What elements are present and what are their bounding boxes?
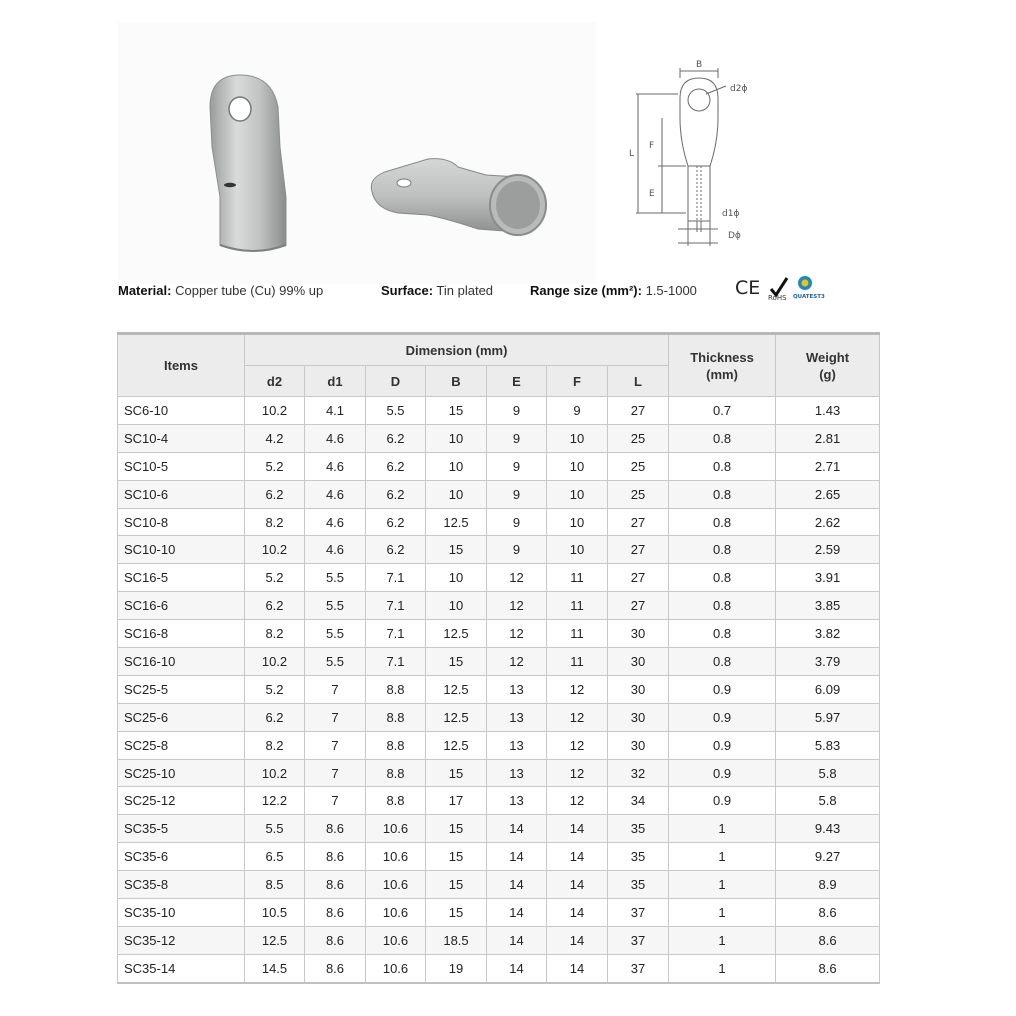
cell-d2: 14.5 — [245, 954, 305, 982]
cell-d1: 8.6 — [305, 899, 366, 927]
cell-d: 8.8 — [366, 703, 426, 731]
table-row — [118, 899, 880, 927]
cell-weight: 5.8 — [776, 787, 880, 815]
cell-thickness: 1 — [669, 815, 776, 843]
ce-mark-icon: CE — [735, 277, 761, 299]
cell-thickness: 1 — [669, 926, 776, 954]
cell-item: SC6-10 — [118, 397, 245, 425]
cell-d2: 6.2 — [245, 480, 305, 508]
cell-d2: 5.2 — [245, 452, 305, 480]
cell-item: SC16-10 — [118, 648, 245, 676]
cell-thickness: 1 — [669, 899, 776, 927]
cell-e: 13 — [487, 731, 547, 759]
cell-thickness: 0.9 — [669, 759, 776, 787]
material-label: Material: — [118, 283, 172, 298]
cell-d: 7.1 — [366, 592, 426, 620]
cell-weight: 2.59 — [776, 536, 880, 564]
cell-item: SC35-8 — [118, 871, 245, 899]
cell-b: 12.5 — [426, 731, 487, 759]
specification-table — [117, 332, 880, 984]
cell-weight: 1.43 — [776, 397, 880, 425]
cell-thickness: 0.7 — [669, 397, 776, 425]
cell-d: 8.8 — [366, 731, 426, 759]
cell-item: SC16-5 — [118, 564, 245, 592]
cell-l: 27 — [608, 536, 669, 564]
cell-d: 8.8 — [366, 675, 426, 703]
cell-d2: 8.5 — [245, 871, 305, 899]
cell-b: 19 — [426, 954, 487, 982]
cell-d2: 8.2 — [245, 620, 305, 648]
cell-weight: 5.8 — [776, 759, 880, 787]
cell-d2: 6.5 — [245, 843, 305, 871]
cell-weight: 3.79 — [776, 648, 880, 676]
cell-f: 10 — [547, 480, 608, 508]
cell-e: 13 — [487, 759, 547, 787]
col-header-d2: d2 — [245, 366, 305, 397]
cell-l: 27 — [608, 592, 669, 620]
cell-b: 15 — [426, 759, 487, 787]
cell-e: 9 — [487, 536, 547, 564]
cell-d1: 8.6 — [305, 871, 366, 899]
table-row — [118, 815, 880, 843]
cell-e: 12 — [487, 648, 547, 676]
cell-e: 9 — [487, 508, 547, 536]
cell-item: SC16-6 — [118, 592, 245, 620]
cell-d: 8.8 — [366, 759, 426, 787]
table-body — [118, 397, 880, 983]
cell-l: 30 — [608, 620, 669, 648]
cell-thickness: 0.9 — [669, 675, 776, 703]
cell-d: 10.6 — [366, 815, 426, 843]
cell-l: 27 — [608, 564, 669, 592]
cell-d: 10.6 — [366, 899, 426, 927]
material-spec — [118, 283, 323, 298]
cell-e: 9 — [487, 480, 547, 508]
cell-b: 15 — [426, 536, 487, 564]
cell-b: 10 — [426, 424, 487, 452]
diagram-label-d: Dϕ — [728, 231, 741, 241]
diagram-label-d2: d2ϕ — [730, 84, 748, 94]
cell-f: 12 — [547, 731, 608, 759]
cell-d: 10.6 — [366, 843, 426, 871]
quatest-label: QUATEST3 — [793, 294, 825, 300]
col-header-e: E — [487, 366, 547, 397]
cell-e: 9 — [487, 424, 547, 452]
table-row — [118, 564, 880, 592]
thickness-header-line2: (mm) — [706, 366, 738, 382]
cell-d1: 4.1 — [305, 397, 366, 425]
col-header-f: F — [547, 366, 608, 397]
cell-f: 14 — [547, 843, 608, 871]
dimension-diagram — [618, 58, 778, 258]
range-value: 1.5-1000 — [645, 283, 697, 298]
cell-d2: 10.2 — [245, 536, 305, 564]
thickness-header-line1: Thickness — [690, 349, 754, 365]
cell-d: 6.2 — [366, 452, 426, 480]
cell-f: 11 — [547, 620, 608, 648]
cell-f: 12 — [547, 787, 608, 815]
cell-d2: 10.2 — [245, 397, 305, 425]
cell-item: SC16-8 — [118, 620, 245, 648]
cell-d1: 8.6 — [305, 926, 366, 954]
cell-item: SC10-10 — [118, 536, 245, 564]
cell-l: 37 — [608, 926, 669, 954]
cell-b: 15 — [426, 397, 487, 425]
cell-e: 14 — [487, 954, 547, 982]
col-header-b: B — [426, 366, 487, 397]
cell-d1: 7 — [305, 731, 366, 759]
cell-b: 15 — [426, 815, 487, 843]
cell-b: 18.5 — [426, 926, 487, 954]
cell-d1: 4.6 — [305, 480, 366, 508]
table-row — [118, 759, 880, 787]
cell-b: 12.5 — [426, 703, 487, 731]
cell-e: 14 — [487, 843, 547, 871]
cell-weight: 2.81 — [776, 424, 880, 452]
cell-d2: 8.2 — [245, 731, 305, 759]
cell-d1: 8.6 — [305, 843, 366, 871]
cell-b: 12.5 — [426, 620, 487, 648]
cell-d: 7.1 — [366, 564, 426, 592]
cell-d2: 5.2 — [245, 564, 305, 592]
rohs-label: RoHS — [768, 294, 787, 302]
cell-l: 30 — [608, 648, 669, 676]
cell-f: 12 — [547, 675, 608, 703]
cell-weight: 8.6 — [776, 926, 880, 954]
cell-f: 10 — [547, 536, 608, 564]
cell-thickness: 0.8 — [669, 508, 776, 536]
cell-d: 8.8 — [366, 787, 426, 815]
cell-b: 17 — [426, 787, 487, 815]
cell-thickness: 1 — [669, 954, 776, 982]
cell-d1: 4.6 — [305, 508, 366, 536]
cell-d1: 8.6 — [305, 954, 366, 982]
diagram-label-b: B — [696, 60, 703, 70]
cell-b: 10 — [426, 452, 487, 480]
cell-d2: 8.2 — [245, 508, 305, 536]
cell-e: 13 — [487, 703, 547, 731]
cell-thickness: 0.8 — [669, 480, 776, 508]
cell-l: 27 — [608, 397, 669, 425]
cell-l: 27 — [608, 508, 669, 536]
cell-d2: 6.2 — [245, 703, 305, 731]
cell-l: 35 — [608, 815, 669, 843]
cell-item: SC25-10 — [118, 759, 245, 787]
cell-weight: 8.6 — [776, 954, 880, 982]
cell-d1: 4.6 — [305, 536, 366, 564]
weight-header-line1: Weight — [805, 349, 850, 365]
cell-d1: 5.5 — [305, 620, 366, 648]
surface-label: Surface: — [381, 283, 434, 298]
cell-d1: 4.6 — [305, 452, 366, 480]
cell-thickness: 0.8 — [669, 452, 776, 480]
cell-thickness: 1 — [669, 843, 776, 871]
rohs-check-icon — [771, 278, 787, 295]
cell-thickness: 0.8 — [669, 424, 776, 452]
cell-item: SC25-5 — [118, 675, 245, 703]
diagram-label-d1: d1ϕ — [722, 209, 740, 219]
cell-e: 14 — [487, 926, 547, 954]
cell-d2: 12.5 — [245, 926, 305, 954]
cell-e: 12 — [487, 564, 547, 592]
cell-f: 12 — [547, 703, 608, 731]
cell-d: 6.2 — [366, 480, 426, 508]
cell-d2: 10.2 — [245, 648, 305, 676]
cell-l: 30 — [608, 675, 669, 703]
cell-d2: 5.5 — [245, 815, 305, 843]
cell-weight: 2.71 — [776, 452, 880, 480]
cell-weight: 2.65 — [776, 480, 880, 508]
cell-weight: 9.43 — [776, 815, 880, 843]
cell-l: 25 — [608, 424, 669, 452]
cell-l: 25 — [608, 452, 669, 480]
cell-f: 14 — [547, 871, 608, 899]
cell-d1: 7 — [305, 759, 366, 787]
certification-logos — [735, 272, 845, 304]
cell-b: 10 — [426, 480, 487, 508]
table-row — [118, 926, 880, 954]
cell-thickness: 0.8 — [669, 536, 776, 564]
cell-f: 11 — [547, 592, 608, 620]
cell-weight: 5.97 — [776, 703, 880, 731]
cell-f: 10 — [547, 452, 608, 480]
table-row — [118, 424, 880, 452]
cell-thickness: 0.9 — [669, 731, 776, 759]
cell-item: SC25-12 — [118, 787, 245, 815]
table-row — [118, 954, 880, 982]
cell-weight: 5.83 — [776, 731, 880, 759]
cell-d2: 4.2 — [245, 424, 305, 452]
items-header: Items — [118, 334, 245, 397]
cell-thickness: 0.8 — [669, 592, 776, 620]
weight-header — [776, 334, 880, 397]
cell-e: 14 — [487, 871, 547, 899]
cell-item: SC25-6 — [118, 703, 245, 731]
cell-d2: 5.2 — [245, 675, 305, 703]
cell-thickness: 0.8 — [669, 620, 776, 648]
cell-weight: 3.91 — [776, 564, 880, 592]
cell-l: 37 — [608, 899, 669, 927]
cell-l: 35 — [608, 871, 669, 899]
cell-thickness: 0.9 — [669, 703, 776, 731]
cell-d2: 6.2 — [245, 592, 305, 620]
lug-photo-side — [368, 137, 558, 247]
cell-l: 30 — [608, 731, 669, 759]
cell-weight: 2.62 — [776, 508, 880, 536]
cell-thickness: 0.8 — [669, 648, 776, 676]
table-row — [118, 843, 880, 871]
cell-d: 6.2 — [366, 424, 426, 452]
cell-l: 25 — [608, 480, 669, 508]
cell-b: 12.5 — [426, 675, 487, 703]
table-row — [118, 871, 880, 899]
cell-item: SC25-8 — [118, 731, 245, 759]
cell-item: SC10-5 — [118, 452, 245, 480]
cell-weight: 6.09 — [776, 675, 880, 703]
cell-item: SC35-6 — [118, 843, 245, 871]
cell-thickness: 0.8 — [669, 564, 776, 592]
cell-d2: 12.2 — [245, 787, 305, 815]
diagram-label-l: L — [629, 149, 635, 159]
cell-b: 15 — [426, 899, 487, 927]
cell-d1: 8.6 — [305, 815, 366, 843]
col-header-d: D — [366, 366, 426, 397]
cell-f: 14 — [547, 926, 608, 954]
table-row — [118, 397, 880, 425]
cell-d: 7.1 — [366, 620, 426, 648]
cell-item: SC35-12 — [118, 926, 245, 954]
cell-weight: 8.6 — [776, 899, 880, 927]
lug-photo-front — [198, 67, 308, 277]
dimension-header: Dimension (mm) — [245, 334, 669, 366]
cell-d1: 5.5 — [305, 564, 366, 592]
product-photo-area — [118, 22, 596, 284]
cell-e: 9 — [487, 397, 547, 425]
cell-d: 10.6 — [366, 954, 426, 982]
table-row — [118, 648, 880, 676]
col-header-d1: d1 — [305, 366, 366, 397]
cell-f: 11 — [547, 564, 608, 592]
cell-l: 35 — [608, 843, 669, 871]
cell-d1: 4.6 — [305, 424, 366, 452]
cell-e: 14 — [487, 815, 547, 843]
cell-b: 12.5 — [426, 508, 487, 536]
table-row — [118, 620, 880, 648]
cell-d2: 10.5 — [245, 899, 305, 927]
cell-d: 10.6 — [366, 871, 426, 899]
cell-b: 10 — [426, 564, 487, 592]
cell-e: 13 — [487, 787, 547, 815]
table-row — [118, 675, 880, 703]
cell-e: 9 — [487, 452, 547, 480]
cell-d: 7.1 — [366, 648, 426, 676]
cell-thickness: 1 — [669, 871, 776, 899]
cell-e: 13 — [487, 675, 547, 703]
diagram-label-e: E — [649, 189, 655, 199]
cell-d1: 7 — [305, 675, 366, 703]
cell-d1: 5.5 — [305, 648, 366, 676]
cell-d: 5.5 — [366, 397, 426, 425]
cell-e: 12 — [487, 592, 547, 620]
cell-weight: 9.27 — [776, 843, 880, 871]
cell-item: SC10-6 — [118, 480, 245, 508]
col-header-l: L — [608, 366, 669, 397]
cell-weight: 3.85 — [776, 592, 880, 620]
cell-f: 12 — [547, 759, 608, 787]
cell-f: 9 — [547, 397, 608, 425]
table-row — [118, 452, 880, 480]
cell-f: 14 — [547, 899, 608, 927]
cell-item: SC35-5 — [118, 815, 245, 843]
cell-l: 32 — [608, 759, 669, 787]
material-value: Copper tube (Cu) 99% up — [175, 283, 324, 298]
surface-spec — [381, 283, 493, 298]
cell-b: 15 — [426, 843, 487, 871]
range-spec — [530, 283, 697, 298]
cell-d: 6.2 — [366, 536, 426, 564]
table-row — [118, 703, 880, 731]
cell-item: SC35-10 — [118, 899, 245, 927]
range-label: Range size (mm²): — [530, 283, 642, 298]
table-row — [118, 787, 880, 815]
table-row — [118, 592, 880, 620]
cell-b: 15 — [426, 871, 487, 899]
cell-e: 12 — [487, 620, 547, 648]
cell-d: 6.2 — [366, 508, 426, 536]
table-row — [118, 480, 880, 508]
thickness-header — [669, 334, 776, 397]
cell-l: 34 — [608, 787, 669, 815]
cell-d: 10.6 — [366, 926, 426, 954]
surface-value: Tin plated — [436, 283, 494, 298]
cell-thickness: 0.9 — [669, 787, 776, 815]
cell-weight: 8.9 — [776, 871, 880, 899]
cell-e: 14 — [487, 899, 547, 927]
table-row — [118, 731, 880, 759]
cell-item: SC10-8 — [118, 508, 245, 536]
cell-f: 10 — [547, 508, 608, 536]
cell-item: SC35-14 — [118, 954, 245, 982]
cell-b: 10 — [426, 592, 487, 620]
cell-item: SC10-4 — [118, 424, 245, 452]
cell-l: 37 — [608, 954, 669, 982]
cell-d1: 7 — [305, 787, 366, 815]
cell-d2: 10.2 — [245, 759, 305, 787]
cell-f: 14 — [547, 815, 608, 843]
weight-header-line2: (g) — [819, 366, 836, 382]
cell-f: 11 — [547, 648, 608, 676]
cell-d1: 7 — [305, 703, 366, 731]
cell-b: 15 — [426, 648, 487, 676]
table-row — [118, 536, 880, 564]
cell-l: 30 — [608, 703, 669, 731]
cell-d1: 5.5 — [305, 592, 366, 620]
table-row — [118, 508, 880, 536]
cell-weight: 3.82 — [776, 620, 880, 648]
cell-f: 14 — [547, 954, 608, 982]
cell-f: 10 — [547, 424, 608, 452]
diagram-label-f: F — [649, 141, 655, 151]
